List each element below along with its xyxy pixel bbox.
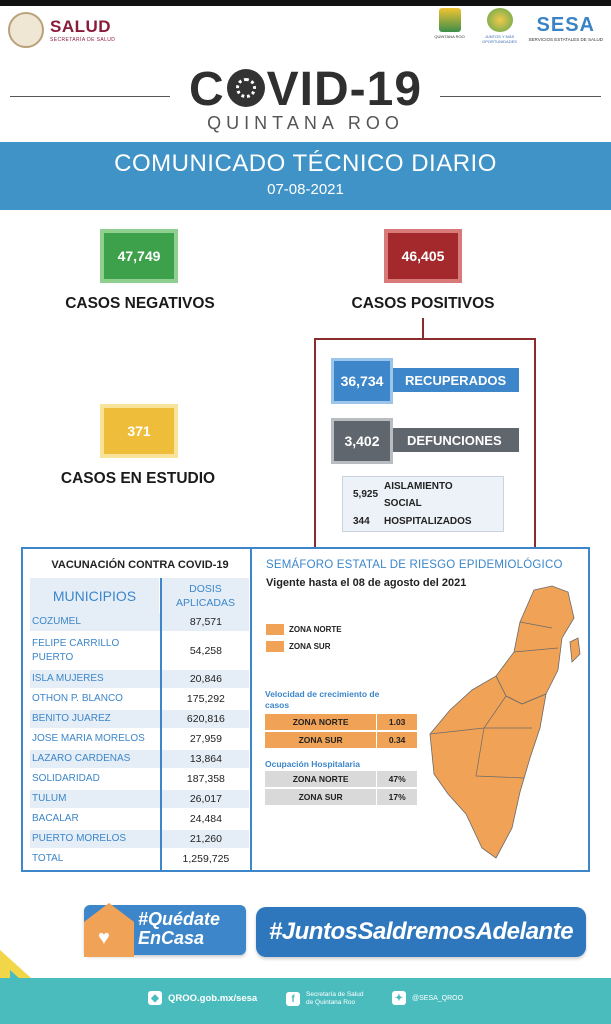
tree-icon bbox=[487, 8, 513, 32]
recovered-label: RECUPERADOS bbox=[393, 368, 519, 392]
quintana-roo-emblem-icon bbox=[439, 8, 461, 32]
velocity-zone: ZONA NORTE bbox=[292, 717, 349, 727]
table-row bbox=[30, 730, 249, 748]
footer-web[interactable] bbox=[148, 991, 257, 1005]
partner-logos bbox=[429, 8, 603, 48]
footer-fb-line-1: Secretaría de Salud bbox=[306, 991, 364, 998]
heart-icon: ♥ bbox=[98, 927, 110, 949]
municipio-name: BACALAR bbox=[32, 813, 79, 824]
quedate-en-casa-badge bbox=[84, 905, 246, 955]
occupancy-zone: ZONA NORTE bbox=[292, 774, 349, 784]
dosis-value: 13,864 bbox=[189, 753, 222, 765]
isolation-label-2: SOCIAL bbox=[384, 498, 422, 509]
dosis-value: 620,816 bbox=[186, 713, 225, 725]
sesa-logo bbox=[529, 14, 603, 42]
salud-logo bbox=[8, 12, 115, 48]
col-dosis-line-2: APLICADAS bbox=[176, 597, 235, 609]
positive-cases-value: 46,405 bbox=[384, 229, 462, 283]
study-cases-value: 371 bbox=[100, 404, 178, 458]
table-row bbox=[30, 790, 249, 808]
municipio-name: ISLA MUJERES bbox=[32, 673, 104, 684]
occupancy-zone: ZONA SUR bbox=[298, 792, 343, 802]
table-row bbox=[30, 613, 249, 631]
isolation-value: 5,925 bbox=[353, 489, 379, 500]
table-column-divider bbox=[160, 578, 162, 872]
banner-title: COMUNICADO TÉCNICO DIARIO bbox=[114, 150, 497, 177]
footer-facebook[interactable] bbox=[286, 991, 363, 1007]
municipio-name: BENITO JUAREZ bbox=[32, 713, 111, 724]
table-row bbox=[30, 710, 249, 728]
quintana-roo-logo bbox=[429, 8, 471, 48]
velocity-value: 0.34 bbox=[376, 732, 417, 748]
national-seal-icon bbox=[8, 12, 44, 48]
dosis-value: 26,017 bbox=[189, 793, 222, 805]
sesa-name: SESA bbox=[536, 14, 595, 36]
occupancy-value: 17% bbox=[376, 789, 417, 805]
legend-sur bbox=[266, 641, 330, 652]
dosis-value: 54,258 bbox=[189, 645, 222, 657]
recovered-value: 36,734 bbox=[331, 358, 393, 404]
negative-cases-value: 47,749 bbox=[100, 229, 178, 283]
dosis-value: 87,571 bbox=[189, 616, 222, 628]
table-row bbox=[30, 830, 249, 848]
occupancy-value: 47% bbox=[376, 771, 417, 787]
juntos-logo bbox=[479, 8, 521, 48]
footer-twitter-text: @SESA_QROO bbox=[412, 994, 464, 1002]
col-dosis-line-1: DOSIS bbox=[189, 583, 222, 595]
isolation-hospital-box bbox=[342, 476, 504, 532]
map-zona-sur bbox=[430, 676, 546, 858]
municipio-name: JOSE MARIA MORELOS bbox=[32, 733, 145, 744]
title-right: VID-19 bbox=[266, 63, 423, 116]
web-logo-icon: ◆ bbox=[148, 991, 162, 1005]
municipio-name: SOLIDARIDAD bbox=[32, 773, 100, 784]
dosis-value: 187,358 bbox=[186, 773, 225, 785]
occupancy-title: Ocupación Hospitalaria bbox=[265, 759, 360, 769]
legend-norte-label: ZONA NORTE bbox=[289, 625, 342, 634]
velocity-row-norte bbox=[265, 714, 417, 730]
occupancy-row-norte bbox=[265, 771, 417, 787]
municipio-name: TOTAL bbox=[32, 853, 64, 864]
footer-fb-line-2: de Quintana Roo bbox=[306, 999, 356, 1006]
sesa-subtitle: SERVICIOS ESTATALES DE SALUD bbox=[528, 37, 603, 42]
table-row bbox=[30, 670, 249, 688]
dosis-value: 1,259,725 bbox=[182, 853, 230, 865]
legend-sur-swatch bbox=[266, 641, 284, 652]
table-row bbox=[30, 633, 249, 669]
banner-date: 07-08-2021 bbox=[267, 181, 344, 198]
col-dosis bbox=[162, 578, 249, 614]
municipio-name: LAZARO CARDENAS bbox=[32, 753, 131, 764]
velocity-zone: ZONA SUR bbox=[298, 735, 343, 745]
semaforo-subtitle: Vigente hasta el 08 de agosto del 2021 bbox=[266, 577, 467, 589]
vaccination-title: VACUNACIÓN CONTRA COVID-19 bbox=[51, 559, 229, 571]
report-banner bbox=[0, 142, 611, 210]
municipio-name: OTHON P. BLANCO bbox=[32, 693, 123, 704]
deaths-value: 3,402 bbox=[331, 418, 393, 464]
quintana-roo-logo-text: QUINTANA ROO bbox=[434, 34, 465, 39]
quedate-line-2: EnCasa bbox=[138, 928, 205, 948]
twitter-icon: ✦ bbox=[392, 991, 406, 1005]
footer-web-text: QROO.gob.mx/sesa bbox=[168, 992, 258, 1004]
table-row bbox=[30, 850, 249, 868]
hospital-label: HOSPITALIZADOS bbox=[384, 516, 472, 527]
positive-bracket-stem bbox=[422, 318, 424, 339]
velocity-row-sur bbox=[265, 732, 417, 748]
negative-cases-label: CASOS NEGATIVOS bbox=[65, 295, 215, 312]
semaforo-title: SEMÁFORO ESTATAL DE RIESGO EPIDEMIOLÓGICO bbox=[266, 559, 563, 571]
dosis-value: 24,484 bbox=[189, 813, 222, 825]
legend-norte-swatch bbox=[266, 624, 284, 635]
dosis-value: 27,959 bbox=[189, 733, 222, 745]
municipio-name: FELIPE CARRILLO PUERTO bbox=[32, 638, 120, 663]
municipio-name: PUERTO MORELOS bbox=[32, 833, 127, 844]
table-row bbox=[30, 690, 249, 708]
juntos-saldremos-badge: #JuntosSaldremosAdelante bbox=[256, 907, 586, 957]
salud-subtitle: SECRETARÍA DE SALUD bbox=[50, 37, 116, 43]
hospital-value: 344 bbox=[353, 516, 370, 527]
quintana-roo-map bbox=[422, 578, 584, 866]
title-left: C bbox=[188, 63, 225, 116]
municipio-name: TULUM bbox=[32, 793, 67, 804]
legend-sur-label: ZONA SUR bbox=[289, 642, 331, 651]
col-municipios: MUNICIPIOS bbox=[30, 578, 159, 614]
top-bar bbox=[0, 0, 611, 6]
study-cases-label: CASOS EN ESTUDIO bbox=[60, 470, 216, 487]
page-title bbox=[0, 62, 611, 117]
velocity-title: Velocidad de crecimiento de casos bbox=[265, 689, 380, 710]
footer-twitter[interactable] bbox=[392, 991, 463, 1005]
deaths-label: DEFUNCIONES bbox=[393, 428, 519, 452]
occupancy-row-sur bbox=[265, 789, 417, 805]
panel-divider bbox=[250, 549, 252, 870]
juntos-logo-text: JUNTOS Y MÁS OPORTUNIDADES bbox=[482, 34, 517, 44]
legend-norte bbox=[266, 624, 342, 635]
positive-cases-label: CASOS POSITIVOS bbox=[351, 295, 495, 312]
facebook-icon: f bbox=[286, 992, 300, 1006]
virus-icon bbox=[227, 69, 265, 107]
dosis-value: 175,292 bbox=[186, 693, 225, 705]
table-row bbox=[30, 770, 249, 788]
page-subtitle: QUINTANA ROO bbox=[207, 113, 404, 133]
isolation-label-1: AISLAMIENTO bbox=[384, 481, 453, 492]
velocity-value: 1.03 bbox=[376, 714, 417, 730]
dosis-value: 21,260 bbox=[189, 833, 222, 845]
table-row bbox=[30, 750, 249, 768]
table-row bbox=[30, 810, 249, 828]
salud-name: SALUD bbox=[50, 17, 112, 36]
map-cozumel bbox=[570, 638, 580, 662]
dosis-value: 20,846 bbox=[189, 673, 222, 685]
quedate-line-1: #Quédate bbox=[138, 909, 221, 929]
municipio-name: COZUMEL bbox=[32, 616, 81, 627]
map-zona-norte bbox=[496, 586, 574, 704]
